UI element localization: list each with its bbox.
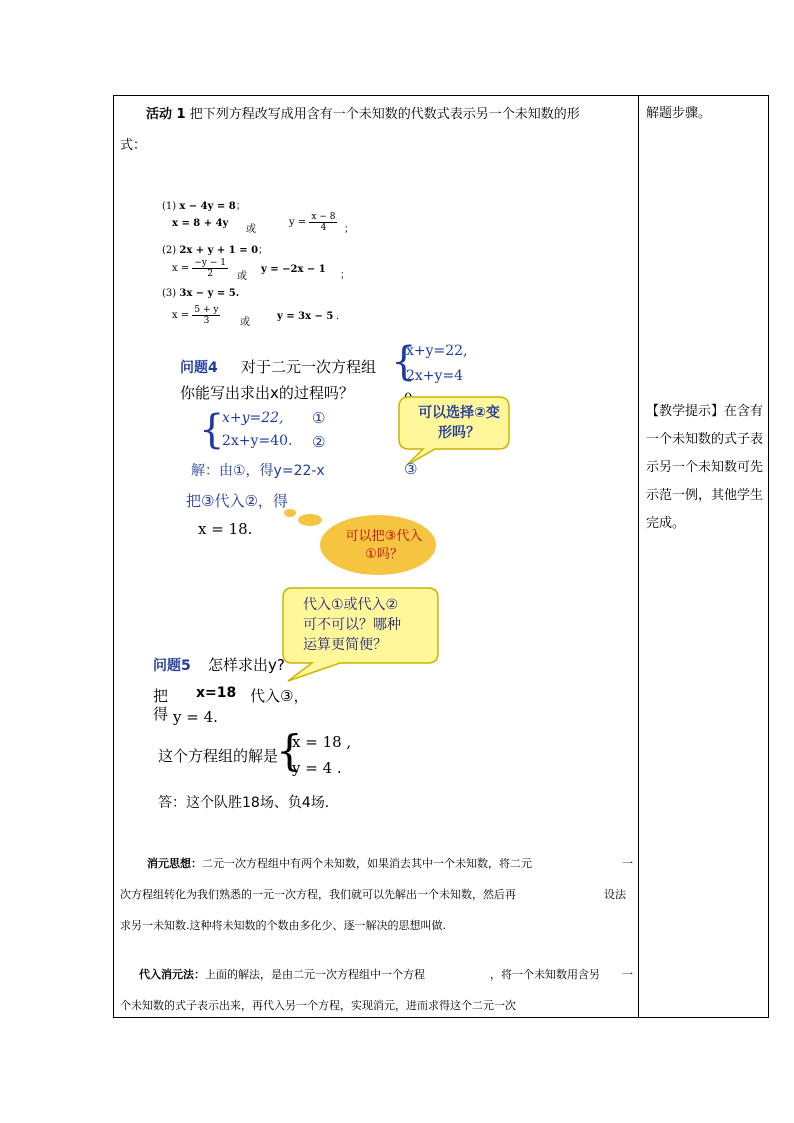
activity1-line1 [146,103,580,122]
q5-solution-1: x = 18 , [292,733,352,751]
q4-label: 问题4 [180,360,218,376]
q4-system-eq2: 2x+y=4 [406,368,464,384]
q5-solution-2: y = 4 . [292,759,342,777]
q4-eq-brace: { [199,407,225,453]
exercise-3-solution-a: x = $\frac{5 + y}{3}$ [172,305,219,326]
q5-answer: 答：这个队胜18场、负4场. [158,795,330,811]
q4-x-result: x = 18. [198,520,253,538]
substitution-tail1: 一 [622,968,633,981]
substitution-title: 代入消元法： [139,968,205,981]
exercise-2-equation: 2x + y + 1 = 0 [179,245,259,256]
q4-eq2: 2x+y=40. [222,433,293,449]
q4-substitute: 把③代入②，得 [186,492,288,510]
activity1-line2: 式： [120,138,147,153]
q4-mark2: ② [312,433,326,451]
bubble-which-easier-l1: 代入①或代入② [303,597,399,613]
q5-de: 得 [153,705,169,723]
q4-solve: 解：由①，得y=22-x [191,463,325,479]
substitution-line1b: ，将一个未知数用含另 [490,968,600,981]
q4-eq1: x+y=22, [222,410,284,426]
elimination-line1: 消元思想：二元一次方程组中有两个未知数，如果消去其中一个未知数，将二元 [147,857,532,870]
lesson-table [113,95,769,1018]
exercise-2-solution-b: y = −2x − 1 [261,264,326,275]
q4-question: 你能写出求出x的过程吗？ [180,384,354,402]
exercise-1-equation: x − 4y = 8 [179,201,236,212]
activity1-text: 把下列方程改写成用含有一个未知数的代数式表示另一个未知数的形 [189,107,580,122]
exercise-3-equation: 3x − y = 5. [179,288,240,299]
side-teaching-tip: 【教学提示】在含有一个未知数的式子表示另一个未知数可先示范一例，其他学生完成。 [646,404,764,531]
bubble-which-easier-l3: 运算更简便？ [303,637,387,653]
elimination-title: 消元思想： [147,857,202,870]
q5-sub-a: 把 [153,687,169,705]
exercise-1: (1) x − 4y = 8； [162,201,246,212]
exercise-3-end: . [336,311,340,322]
exercise-3: (3) 3x − y = 5. [162,288,240,299]
q5-text: 怎样求出y? [208,656,285,674]
exercise-1-solution-b: y = $\frac{x - 8}{4}$ [289,212,336,233]
elimination-tail1: 一 [622,857,633,870]
elimination-line3: 求另一未知数.这种将未知数的个数由多化少、逐一解决的思想叫做. [120,919,446,932]
q5-sub-c: 代入③， [250,687,309,705]
exercise-1-end: ； [344,224,354,235]
q4-mark1: ① [312,409,326,427]
column-divider [638,95,639,1018]
elimination-tail2: 设法 [604,888,626,901]
elimination-line2: 次方程组转化为我们熟悉的一元一次方程，我们就可以先解出一个未知数，然后再 [120,888,516,901]
exercise-2-solution-a: x = $\frac{-y - 1}{2}$ [172,258,227,279]
substitution-line2: 个未知数的式子表示出来，再代入另一个方程，实现消元，进而求得这个二元一次 [120,999,516,1012]
exercise-1-or: 或 [246,224,256,235]
substitution-line1: 代入消元法：上面的解法，是由二元一次方程组中一个方程 [139,968,425,981]
q4-system-brace: { [391,339,417,385]
thought-cloud-text: 可以把③代入①吗？ [345,529,423,562]
bubble-select-2-text: 可以选择②变形吗？ [418,405,500,441]
exercise-2-end: ； [340,270,350,281]
exercise-3-solution-b: y = 3x − 5 [277,311,334,322]
exercise-2: (2) 2x + y + 1 = 0； [162,245,269,256]
activity1-title: 活动 1 [146,107,186,122]
exercise-2-or: 或 [237,271,247,282]
q5-y-result: y = 4. [173,708,218,726]
q4-text: 对于二元一次方程组 [241,358,377,376]
bubble-which-easier-l2: 可不可以？哪种 [303,617,401,633]
q4-system-eq1: x+y=22, [406,343,468,359]
q5-label: 问题5 [153,658,191,674]
exercise-3-or: 或 [240,317,250,328]
side-steps: 解题步骤。 [646,106,712,121]
q5-solution-text: 这个方程组的解是 [158,747,279,765]
exercise-1-solution-a: x = 8 + 4y [172,218,229,229]
q5-sub-b: x=18 [196,685,237,701]
q5-solution-brace: { [276,726,303,775]
q4-mark3: ③ [404,460,418,478]
